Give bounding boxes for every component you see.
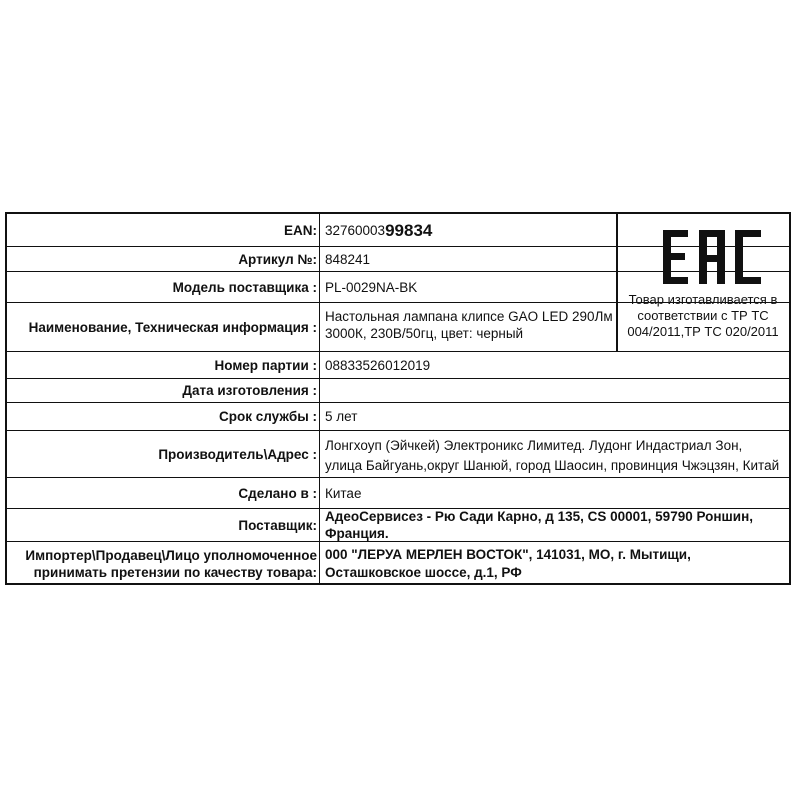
service-life-value: 5 лет bbox=[325, 409, 358, 424]
model-value: PL-0029NA-BK bbox=[323, 272, 618, 303]
model-label: Модель поставщика : bbox=[7, 272, 320, 302]
manufacturer-line1: Лонгхоуп (Эйчкей) Электроникс Лимитед. Лудонг Индастриал Зон, bbox=[325, 438, 743, 453]
eac-logo-icon bbox=[661, 228, 765, 286]
name-label: Наименование, Техническая информация : bbox=[7, 303, 320, 351]
batch-label: Номер партии : bbox=[7, 352, 320, 378]
row-mfg-date bbox=[7, 379, 789, 403]
row-service-life bbox=[7, 403, 789, 431]
name-value bbox=[323, 303, 618, 352]
ean-value bbox=[323, 214, 618, 247]
mfg-date-label: Дата изготовления : bbox=[7, 379, 320, 402]
importer-label bbox=[7, 542, 320, 585]
supplier-label: Поставщик: bbox=[7, 509, 320, 541]
row-made-in bbox=[7, 478, 789, 509]
name-value-line2: 3000К, 230В/50гц, цвет: черный bbox=[325, 326, 524, 341]
importer-label-line2: принимать претензии по качеству товара: bbox=[33, 564, 317, 580]
supplier-value: АдеоСервисез - Рю Сади Карно, д 135, CS 00001, 59790 Роншин, Франция. bbox=[325, 509, 753, 541]
importer-value-line2: Осташковское шоссе, д.1, РФ bbox=[325, 564, 522, 580]
certification-panel bbox=[616, 214, 789, 352]
importer-value bbox=[323, 542, 691, 585]
article-value: 848241 bbox=[323, 247, 618, 272]
manufacturer-label: Производитель\Адрес : bbox=[7, 431, 320, 477]
ean-suffix: 99834 bbox=[385, 221, 433, 240]
made-in-value: Китае bbox=[325, 485, 362, 501]
importer-label-line1: Импортер\Продавец\Лицо уполномоченное bbox=[25, 547, 317, 563]
made-in-label: Сделано в : bbox=[7, 478, 320, 508]
certification-text: Товар изготавливается в соответствии с ТР ТС 004/2011,ТР ТС 020/2011 bbox=[627, 292, 779, 339]
ean-prefix: 32760003 bbox=[325, 223, 386, 238]
mfg-date-value bbox=[323, 379, 325, 402]
importer-value-line1: 000 "ЛЕРУА МЕРЛЕН ВОСТОК", 141031, МО, г. Мытищи, bbox=[325, 546, 691, 562]
row-supplier bbox=[7, 509, 789, 542]
batch-value: 08833526012019 bbox=[325, 357, 431, 373]
ean-label: EAN: bbox=[7, 214, 320, 246]
name-value-line1: Настольная лампана клипсе GAO LED 290Лм bbox=[325, 309, 613, 324]
manufacturer-line2: улица Байгуань,округ Шанюй, город Шаосин, провинция Чжэцзян, Китай bbox=[325, 458, 780, 473]
row-manufacturer bbox=[7, 431, 789, 478]
product-label bbox=[5, 212, 791, 585]
article-label: Артикул №: bbox=[7, 247, 320, 271]
service-life-label: Срок службы : bbox=[7, 403, 320, 430]
row-batch bbox=[7, 352, 789, 379]
row-importer bbox=[7, 542, 789, 585]
manufacturer-value bbox=[323, 431, 779, 477]
